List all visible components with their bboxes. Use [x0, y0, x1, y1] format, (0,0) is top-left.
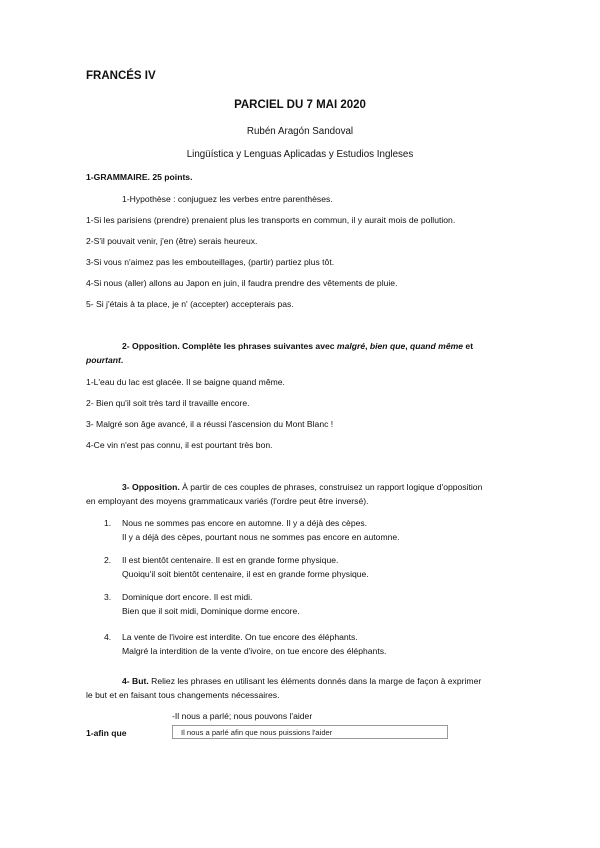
section3-num-2: 2.	[104, 555, 112, 565]
section4-prompt: -Il nous a parlé; nous pouvons l'aider	[172, 711, 313, 721]
section2-item-2: 2- Bien qu'il soit très tard il travaille encore.	[86, 398, 250, 408]
section3-item-2-answer: Quoiqu'il soit bientôt centenaire, il est en grande forme physique.	[122, 569, 369, 579]
program-name: Lingüística y Lenguas Aplicadas y Estudios Ingleses	[186, 149, 414, 160]
course-title: FRANCÉS IV	[86, 70, 156, 82]
section1-item-2: 2-S'il pouvait venir, j'en (être) serais heureux.	[86, 236, 258, 246]
section3-item-1-question: Nous ne sommes pas encore en automne. Il y a déjà des cèpes.	[122, 518, 368, 528]
section2-instruction-cont: pourtant.	[86, 355, 124, 365]
section3-item-3-question: Dominique dort encore. Il est midi.	[122, 592, 253, 602]
section4-instruction-line1: 4- But. Reliez les phrases en utilisant les éléments donnés dans la marge de façon à exprimer	[122, 676, 482, 686]
grammar-heading: 1-GRAMMAIRE. 25 points.	[86, 172, 193, 182]
section3-item-1-answer: Il y a déjà des cèpes, pourtant nous ne sommes pas encore en automne.	[122, 532, 400, 542]
section2-item-1: 1-L'eau du lac est glacée. Il se baigne quand même.	[86, 377, 285, 387]
section2-item-4: 4-Ce vin n'est pas connu, il est pourtant très bon.	[86, 440, 273, 450]
section3-num-1: 1.	[104, 518, 112, 528]
section3-item-4-question: La vente de l'ivoire est interdite. On tue encore des éléphants.	[122, 632, 358, 642]
section1-item-3: 3-Si vous n'aimez pas les embouteillages, (partir) partiez plus tôt.	[86, 257, 335, 267]
section1-item-5: 5- Si j'étais à ta place, je n' (accepter) accepterais pas.	[86, 299, 294, 309]
exam-title: PARCIEL DU 7 MAI 2020	[234, 99, 366, 111]
section3-item-2-question: Il est bientôt centenaire. Il est en grande forme physique.	[122, 555, 339, 565]
section3-instruction-line1: 3- Opposition. À partir de ces couples de phrases, construisez un rapport logique d'opposition	[122, 482, 483, 492]
section1-item-4: 4-Si nous (aller) allons au Japon en juin, il faudra prendre des vêtements de pluie.	[86, 278, 398, 288]
section3-num-4: 4.	[104, 632, 112, 642]
section3-instruction-line2: en employant des moyens grammaticaux variés (l'ordre peut être inversé).	[86, 496, 369, 506]
section4-instruction-line2: le but et en faisant tous changements nécessaires.	[86, 690, 280, 700]
section4-answer-field[interactable]: Il nous a parlé afin que nous puissions l'aider	[172, 725, 448, 739]
section3-item-3-answer: Bien que il soit midi, Dominique dorme encore.	[122, 606, 300, 616]
section4-label: 1-afin que	[86, 728, 127, 738]
student-name: Rubén Aragón Sandoval	[246, 126, 354, 137]
section3-item-4-answer: Malgré la interdition de la vente d'ivoire, on tue encore des éléphants.	[122, 646, 387, 656]
section1-item-1: 1-Si les parisiens (prendre) prenaient plus les transports en commun, il y aurait mois de pollution.	[86, 215, 456, 225]
section2-instruction: 2- Opposition. Complète les phrases suivantes avec malgré, bien que, quand même et	[122, 341, 474, 351]
section2-item-3: 3- Malgré son âge avancé, il a réussi l'ascension du Mont Blanc !	[86, 419, 334, 429]
section1-instruction: 1-Hypothèse : conjuguez les verbes entre parenthèses.	[122, 194, 333, 204]
section3-num-3: 3.	[104, 592, 112, 602]
